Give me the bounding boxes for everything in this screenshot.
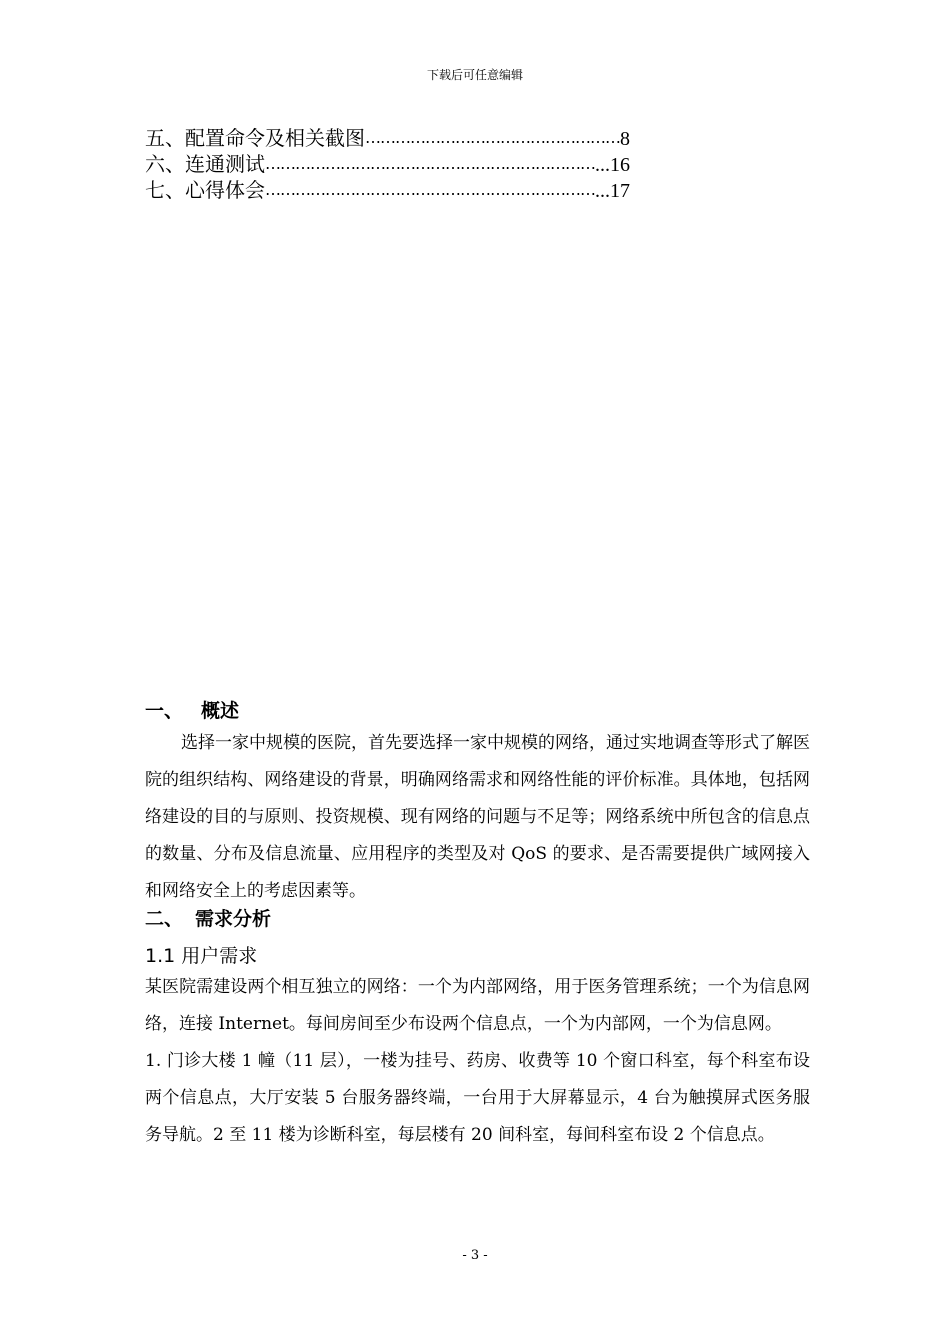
section-heading	[145, 697, 810, 725]
toc-page-number: 8	[620, 128, 630, 150]
toc-entry-5[interactable]	[145, 125, 630, 151]
toc-entry-title: 七、心得体会	[145, 178, 265, 202]
page-number: - 3 -	[462, 1248, 488, 1263]
toc-entry-7[interactable]	[145, 177, 630, 203]
toc-entry-title: 六、连通测试	[145, 152, 265, 176]
toc-page-number: ...17	[595, 180, 630, 202]
overview-paragraph: 选择一家中规模的医院，首先要选择一家中规模的网络，通过实地调查等形式了解医院的组织结构、网络建设的背景，明确网络需求和网络性能的评价标准。具体地，包括网络建设的目的与原则、投资规模、现有网络的问题与不足等；网络系统中所包含的信息点的数量、分布及信息流量、应用程序的类型及对 QoS 的要求、是否需要提供广域网接入和网络安全上的考虑因素等。	[145, 733, 810, 901]
toc-leader-dots: …………………………………………………………	[265, 154, 595, 173]
section-requirements	[145, 905, 810, 1154]
toc-entry-6[interactable]	[145, 151, 630, 177]
requirements-paragraph: 某医院需建设两个相互独立的网络：一个为内部网络，用于医务管理系统；一个为信息网络，连接 Internet。每间房间至少布设两个信息点，一个为内部网，一个为信息网。	[145, 977, 810, 1034]
section-heading	[145, 905, 810, 933]
toc-leader-dots: ……………………………………………	[365, 128, 620, 147]
toc-entry-title: 五、配置命令及相关截图	[145, 126, 365, 150]
building-paragraph: 1. 门诊大楼 1 幢（11 层），一楼为挂号、药房、收费等 10 个窗口科室，每个科室布设两个信息点，大厅安装 5 台服务器终端，一台用于大屏幕显示，4 台为触摸屏式医务服务导航。2 至 11 楼为诊断科室，每层楼有 20 间科室，每间科室布设 2 个信息点。	[145, 1051, 810, 1145]
section-title: 需求分析	[195, 908, 272, 930]
section-number: 一、	[145, 700, 184, 722]
table-of-contents	[145, 125, 630, 203]
toc-leader-dots: …………………………………………………………	[265, 180, 595, 199]
subsection-heading: 1.1 用户需求	[145, 945, 258, 967]
section-title: 概述	[201, 700, 240, 722]
toc-page-number: ...16	[595, 154, 630, 176]
section-overview	[145, 697, 810, 910]
page-header: 下载后可任意编辑	[426, 68, 523, 82]
section-number: 二、	[145, 908, 184, 930]
